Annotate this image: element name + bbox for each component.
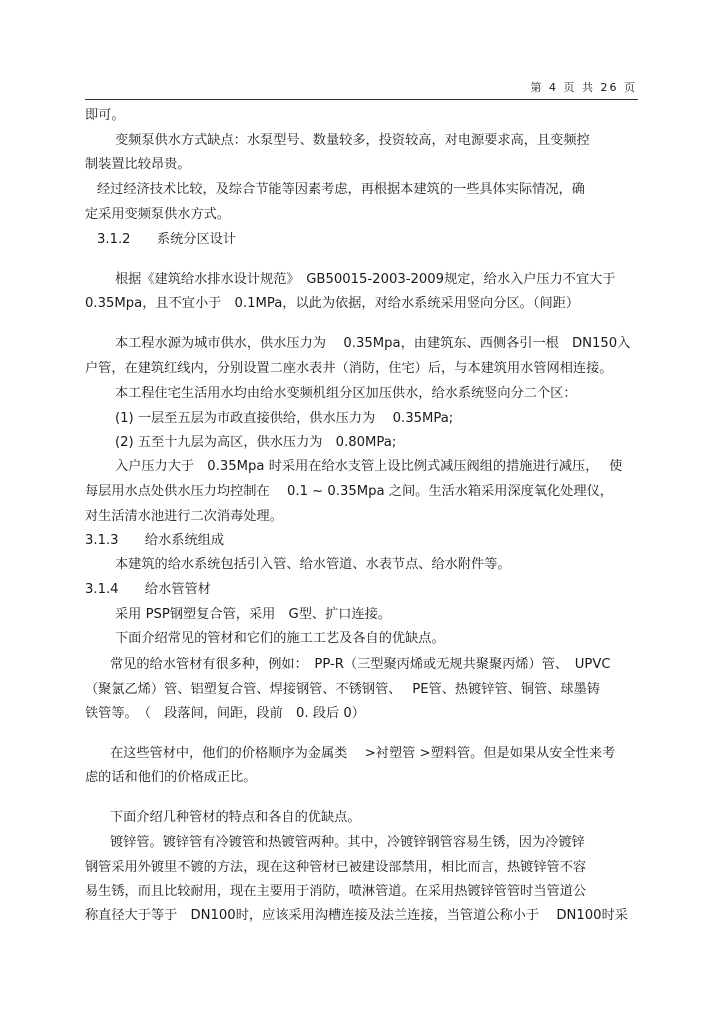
body-line: 即可。	[85, 108, 125, 123]
list-item: (1) 一层至五层为市政直接供给，供水压力为 0.35MPa;	[115, 411, 454, 426]
body-line: 虑的话和他们的价格成正比。	[85, 770, 257, 785]
body-line: 称直径大于等于 DN100时，应该采用沟槽连接及法兰连接，当管道公称小于 DN100时采	[85, 908, 628, 923]
body-line: 对生活清水池进行二次消毒处理。	[85, 509, 283, 524]
body-line: 易生锈，而且比较耐用，现在主要用于消防，喷淋管道。在采用热镀锌管管时当管道公	[85, 884, 587, 899]
body-line: 定采用变频泵供水方式。	[85, 207, 231, 222]
body-line: 镀锌管。镀锌管有冷镀管和热镀管两种。其中，冷镀锌钢管容易生锈，因为冷镀锌	[110, 835, 585, 850]
body-line: 本工程住宅生活用水均由给水变频机组分区加压供水，给水系统竖向分二个区：	[115, 386, 577, 401]
body-line: 本建筑的给水系统包括引入管、给水管道、水表节点、给水附件等。	[115, 557, 511, 572]
body-line: 本工程水源为城市供水，供水压力为 0.35Mpa，由建筑东、西侧各引一根 DN150入	[115, 336, 631, 351]
body-line: 采用 PSP钢塑复合管，采用 G型、扩口连接。	[115, 607, 392, 622]
body-line: 铁管等。 （ 段落间，间距，段前 0. 段后 0）	[85, 706, 365, 721]
body-line: （聚氯乙烯）管、铝塑复合管、焊接钢管、不锈钢管、 PE管、热镀锌管、铜管、球墨铸	[85, 682, 600, 697]
body-line: 常见的给水管材有很多种，例如： PP-R（三型聚丙烯或无规共聚聚丙烯）管、 UPVC	[110, 657, 611, 672]
body-line: 0.35Mpa，且不宜小于 0.1MPa，以此为依据，对给水系统采用竖向分区。（间距）	[85, 296, 580, 311]
section-heading-3-1-4: 3.1.4 给水管管材	[85, 582, 211, 597]
body-line: 制装置比较昂贵。	[85, 157, 191, 172]
body-line: 户管，在建筑红线内，分别设置二座水表井（消防，住宅）后，与本建筑用水管网相连接。	[85, 361, 613, 376]
page-number-header: 第 4 页 共 26 页	[530, 81, 637, 94]
body-line: 每层用水点处供水压力均控制在 0.1 ~ 0.35Mpa 之间。生活水箱采用深度氧化处理仪，	[85, 484, 613, 499]
body-line: 下面介绍几种管材的特点和各自的优缺点。	[110, 810, 361, 825]
list-item: (2) 五至十九层为高区，供水压力为 0.80MPa;	[115, 435, 397, 450]
header-divider	[85, 99, 638, 100]
body-line: 下面介绍常见的管材和它们的施工工艺及各自的优缺点。	[115, 631, 445, 646]
section-heading-3-1-3: 3.1.3 给水系统组成	[85, 533, 225, 548]
body-line: 入户压力大于 0.35Mpa 时采用在给水支管上设比例式减压阀组的措施进行减压， 使	[115, 459, 623, 474]
body-line: 经过经济技术比较，及综合节能等因素考虑，再根据本建筑的一些具体实际情况，确	[97, 182, 585, 197]
section-heading-3-1-2: 3.1.2 系统分区设计	[97, 232, 237, 247]
body-line: 钢管采用外镀里不镀的方法，现在这种管材已被建设部禁用，相比而言，热镀锌管不容	[85, 860, 587, 875]
body-line: 变频泵供水方式缺点：水泵型号、数量较多，投资较高，对电源要求高，且变频控	[115, 133, 590, 148]
body-line: 在这些管材中，他们的价格顺序为金属类 >衬塑管 >塑料管。但是如果从安全性来考	[110, 746, 616, 761]
body-line: 根据《建筑给水排水设计规范》 GB50015-2003-2009规定，给水入户压力不宜大于	[115, 272, 616, 287]
